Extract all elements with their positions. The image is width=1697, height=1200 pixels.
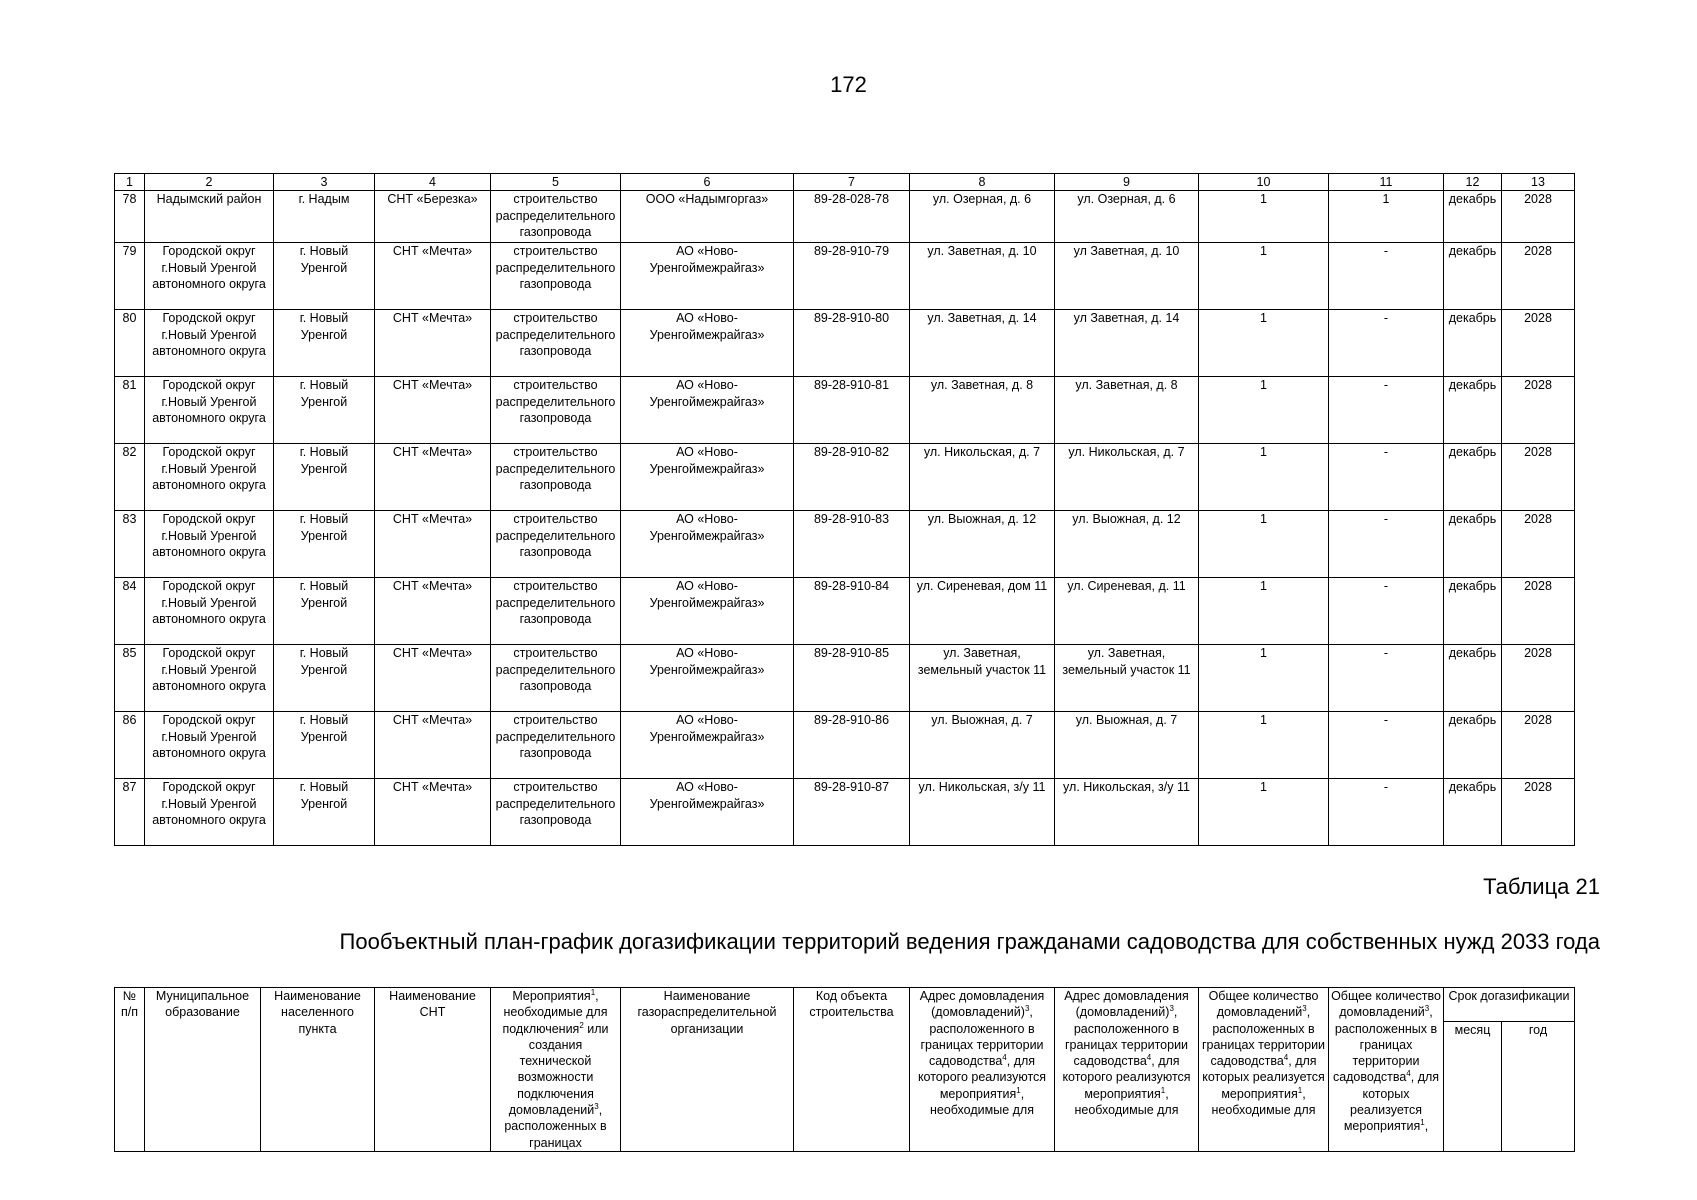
object-code-cell: 89-28-910-83 [794, 511, 910, 578]
total-households-cell: 1 [1199, 310, 1329, 377]
address-1-cell: ул. Выожная, д. 12 [910, 511, 1055, 578]
address-1-cell: ул. Заветная, д. 14 [910, 310, 1055, 377]
gas-organization-cell: АО «Ново-Уренгоймежрайгаз» [621, 444, 794, 511]
settlement-cell: г. Новый Уренгой [274, 511, 375, 578]
settlement-cell: г. Надым [274, 191, 375, 243]
municipality-cell: Городской округ г.Новый Уренгой автономного округа [145, 511, 274, 578]
snt-name-cell: СНТ «Мечта» [375, 511, 491, 578]
snt-name-cell: СНТ «Мечта» [375, 779, 491, 846]
address-1-cell: ул. Заветная, д. 10 [910, 243, 1055, 310]
address-2-cell: ул Заветная, д. 14 [1055, 310, 1199, 377]
address-2-cell: ул. Заветная, д. 8 [1055, 377, 1199, 444]
header-month: месяц [1444, 1022, 1502, 1152]
total-households-cell: 1 [1199, 444, 1329, 511]
column-number: 2 [145, 174, 274, 191]
gas-organization-cell: АО «Ново-Уренгоймежрайгаз» [621, 578, 794, 645]
municipality-cell: Надымский район [145, 191, 274, 243]
month-cell: декабрь [1444, 511, 1502, 578]
municipality-cell: Городской округ г.Новый Уренгой автономного округа [145, 645, 274, 712]
settlement-cell: г. Новый Уренгой [274, 444, 375, 511]
month-cell: декабрь [1444, 243, 1502, 310]
households-count-cell: - [1329, 310, 1444, 377]
month-cell: декабрь [1444, 578, 1502, 645]
table-row [115, 645, 1575, 712]
total-households-cell: 1 [1199, 779, 1329, 846]
table-title: Пообъектный план-график догазификации территорий ведения гражданами садоводства для собственных нужд 2033 года [339, 929, 1600, 954]
total-households-cell: 1 [1199, 377, 1329, 444]
measure-cell: строительство распределительного газопровода [491, 578, 621, 645]
row-number-cell: 78 [115, 191, 145, 243]
snt-name-cell: СНТ «Мечта» [375, 578, 491, 645]
gas-organization-cell: АО «Ново-Уренгоймежрайгаз» [621, 377, 794, 444]
column-number: 13 [1502, 174, 1575, 191]
snt-name-cell: СНТ «Мечта» [375, 310, 491, 377]
settlement-cell: г. Новый Уренгой [274, 578, 375, 645]
column-number-row [115, 174, 1575, 191]
month-cell: декабрь [1444, 712, 1502, 779]
households-count-cell: 1 [1329, 191, 1444, 243]
gas-organization-cell: АО «Ново-Уренгоймежрайгаз» [621, 712, 794, 779]
households-count-cell: - [1329, 511, 1444, 578]
object-code-cell: 89-28-910-85 [794, 645, 910, 712]
address-2-cell: ул. Озерная, д. 6 [1055, 191, 1199, 243]
snt-name-cell: СНТ «Мечта» [375, 243, 491, 310]
address-2-cell: ул. Заветная, земельный участок 11 [1055, 645, 1199, 712]
column-number: 11 [1329, 174, 1444, 191]
settlement-cell: г. Новый Уренгой [274, 243, 375, 310]
address-2-cell: ул. Никольская, д. 7 [1055, 444, 1199, 511]
snt-name-cell: СНТ «Мечта» [375, 645, 491, 712]
address-1-cell: ул. Сиреневая, дом 11 [910, 578, 1055, 645]
header-object-code: Код объекта строительства [794, 988, 910, 1152]
measure-cell: строительство распределительного газопровода [491, 779, 621, 846]
row-number-cell: 81 [115, 377, 145, 444]
address-2-cell: ул. Никольская, з/у 11 [1055, 779, 1199, 846]
row-number-cell: 80 [115, 310, 145, 377]
total-households-cell: 1 [1199, 645, 1329, 712]
row-number-cell: 79 [115, 243, 145, 310]
measure-cell: строительство распределительного газопровода [491, 645, 621, 712]
address-1-cell: ул. Никольская, д. 7 [910, 444, 1055, 511]
row-number-cell: 84 [115, 578, 145, 645]
month-cell: декабрь [1444, 779, 1502, 846]
year-cell: 2028 [1502, 243, 1575, 310]
year-cell: 2028 [1502, 377, 1575, 444]
table-row [115, 779, 1575, 846]
column-number: 12 [1444, 174, 1502, 191]
table-row [115, 191, 1575, 243]
address-1-cell: ул. Озерная, д. 6 [910, 191, 1055, 243]
year-cell: 2028 [1502, 779, 1575, 846]
settlement-cell: г. Новый Уренгой [274, 779, 375, 846]
measure-cell: строительство распределительного газопровода [491, 511, 621, 578]
households-count-cell: - [1329, 779, 1444, 846]
year-cell: 2028 [1502, 310, 1575, 377]
municipality-cell: Городской округ г.Новый Уренгой автономного округа [145, 243, 274, 310]
object-code-cell: 89-28-910-81 [794, 377, 910, 444]
row-number-cell: 83 [115, 511, 145, 578]
object-code-cell: 89-28-910-80 [794, 310, 910, 377]
year-cell: 2028 [1502, 578, 1575, 645]
snt-name-cell: СНТ «Березка» [375, 191, 491, 243]
header-address-1: Адрес домовладения (домовладений)$^3$, расположенного в границах территории садоводства$^4$, для которого реализуются мероприятия$^1$, необходимые для [910, 988, 1055, 1152]
gas-organization-cell: АО «Ново-Уренгоймежрайгаз» [621, 243, 794, 310]
column-number: 6 [621, 174, 794, 191]
gas-organization-cell: АО «Ново-Уренгоймежрайгаз» [621, 511, 794, 578]
table-row [115, 444, 1575, 511]
header-address-2: Адрес домовладения (домовладений)$^3$, расположенного в границах территории садоводства$^4$, для которого реализуются мероприятия$^1$, необходимые для [1055, 988, 1199, 1152]
total-households-cell: 1 [1199, 243, 1329, 310]
column-number: 1 [115, 174, 145, 191]
year-cell: 2028 [1502, 645, 1575, 712]
year-cell: 2028 [1502, 712, 1575, 779]
header-municipality: Муниципальное образование [145, 988, 261, 1152]
month-cell: декабрь [1444, 444, 1502, 511]
households-count-cell: - [1329, 645, 1444, 712]
header-households-count: Общее количество домовладений$^3$, расположенных в границах территории садоводства$^4$, для которых реализуется мероприятия$^1$, [1329, 988, 1444, 1152]
column-number: 4 [375, 174, 491, 191]
settlement-cell: г. Новый Уренгой [274, 712, 375, 779]
address-2-cell: ул Заветная, д. 10 [1055, 243, 1199, 310]
month-cell: декабрь [1444, 191, 1502, 243]
table-row [115, 578, 1575, 645]
object-code-cell: 89-28-910-87 [794, 779, 910, 846]
table-label: Таблица 21 [1483, 874, 1600, 899]
address-1-cell: ул. Никольская, з/у 11 [910, 779, 1055, 846]
row-number-cell: 86 [115, 712, 145, 779]
year-cell: 2028 [1502, 191, 1575, 243]
address-2-cell: ул. Сиреневая, д. 11 [1055, 578, 1199, 645]
row-number-cell: 87 [115, 779, 145, 846]
measure-cell: строительство распределительного газопровода [491, 310, 621, 377]
measure-cell: строительство распределительного газопровода [491, 377, 621, 444]
gas-organization-cell: АО «Ново-Уренгоймежрайгаз» [621, 645, 794, 712]
table-row [115, 511, 1575, 578]
total-households-cell: 1 [1199, 191, 1329, 243]
households-count-cell: - [1329, 377, 1444, 444]
measure-cell: строительство распределительного газопровода [491, 712, 621, 779]
row-number-cell: 85 [115, 645, 145, 712]
header-year: год [1502, 1022, 1575, 1152]
total-households-cell: 1 [1199, 578, 1329, 645]
table-row [115, 310, 1575, 377]
municipality-cell: Городской округ г.Новый Уренгой автономного округа [145, 779, 274, 846]
gas-organization-cell: ООО «Надымгоргаз» [621, 191, 794, 243]
month-cell: декабрь [1444, 310, 1502, 377]
object-code-cell: 89-28-910-84 [794, 578, 910, 645]
gas-organization-cell: АО «Ново-Уренгоймежрайгаз» [621, 779, 794, 846]
municipality-cell: Городской округ г.Новый Уренгой автономного округа [145, 712, 274, 779]
object-code-cell: 89-28-910-82 [794, 444, 910, 511]
column-number: 9 [1055, 174, 1199, 191]
row-number-cell: 82 [115, 444, 145, 511]
column-number: 3 [274, 174, 375, 191]
snt-name-cell: СНТ «Мечта» [375, 712, 491, 779]
address-2-cell: ул. Выожная, д. 12 [1055, 511, 1199, 578]
municipality-cell: Городской округ г.Новый Уренгой автономного округа [145, 578, 274, 645]
households-count-cell: - [1329, 578, 1444, 645]
measure-cell: строительство распределительного газопровода [491, 191, 621, 243]
households-count-cell: - [1329, 712, 1444, 779]
municipality-cell: Городской округ г.Новый Уренгой автономного округа [145, 377, 274, 444]
measure-cell: строительство распределительного газопровода [491, 243, 621, 310]
header-snt: Наименование СНТ [375, 988, 491, 1152]
column-number: 8 [910, 174, 1055, 191]
address-2-cell: ул. Выожная, д. 7 [1055, 712, 1199, 779]
month-cell: декабрь [1444, 377, 1502, 444]
table-row [115, 243, 1575, 310]
households-count-cell: - [1329, 444, 1444, 511]
households-count-cell: - [1329, 243, 1444, 310]
object-code-cell: 89-28-910-86 [794, 712, 910, 779]
page-number: 172 [830, 72, 867, 97]
total-households-cell: 1 [1199, 511, 1329, 578]
header-total-households: Общее количество домовладений$^3$, расположенных в границах территории садоводства$^4$, для которых реализуется мероприятия$^1$, необходимые для [1199, 988, 1329, 1152]
address-1-cell: ул. Заветная, земельный участок 11 [910, 645, 1055, 712]
measure-cell: строительство распределительного газопровода [491, 444, 621, 511]
settlement-cell: г. Новый Уренгой [274, 310, 375, 377]
header-organization: Наименование газораспределительной организации [621, 988, 794, 1152]
header-settlement: Наименование населенного пункта [261, 988, 375, 1152]
header-term: Срок догазификации [1444, 988, 1575, 1022]
month-cell: декабрь [1444, 645, 1502, 712]
municipality-cell: Городской округ г.Новый Уренгой автономного округа [145, 444, 274, 511]
year-cell: 2028 [1502, 444, 1575, 511]
column-number: 10 [1199, 174, 1329, 191]
snt-name-cell: СНТ «Мечта» [375, 444, 491, 511]
header-num: № п/п [115, 988, 145, 1152]
table-row [115, 377, 1575, 444]
year-cell: 2028 [1502, 511, 1575, 578]
total-households-cell: 1 [1199, 712, 1329, 779]
object-code-cell: 89-28-028-78 [794, 191, 910, 243]
gas-organization-cell: АО «Ново-Уренгоймежрайгаз» [621, 310, 794, 377]
settlement-cell: г. Новый Уренгой [274, 645, 375, 712]
column-number: 5 [491, 174, 621, 191]
address-1-cell: ул. Заветная, д. 8 [910, 377, 1055, 444]
column-number: 7 [794, 174, 910, 191]
header-measures: Мероприятия$^1$, необходимые для подключения$^2$ или создания технической возможности подключения домовладений$^3$, расположенных в границах [491, 988, 621, 1152]
object-code-cell: 89-28-910-79 [794, 243, 910, 310]
schedule-table-header [114, 987, 1575, 1152]
snt-name-cell: СНТ «Мечта» [375, 377, 491, 444]
address-1-cell: ул. Выожная, д. 7 [910, 712, 1055, 779]
gasification-table-continued [114, 173, 1575, 846]
settlement-cell: г. Новый Уренгой [274, 377, 375, 444]
municipality-cell: Городской округ г.Новый Уренгой автономного округа [145, 310, 274, 377]
table-row [115, 712, 1575, 779]
